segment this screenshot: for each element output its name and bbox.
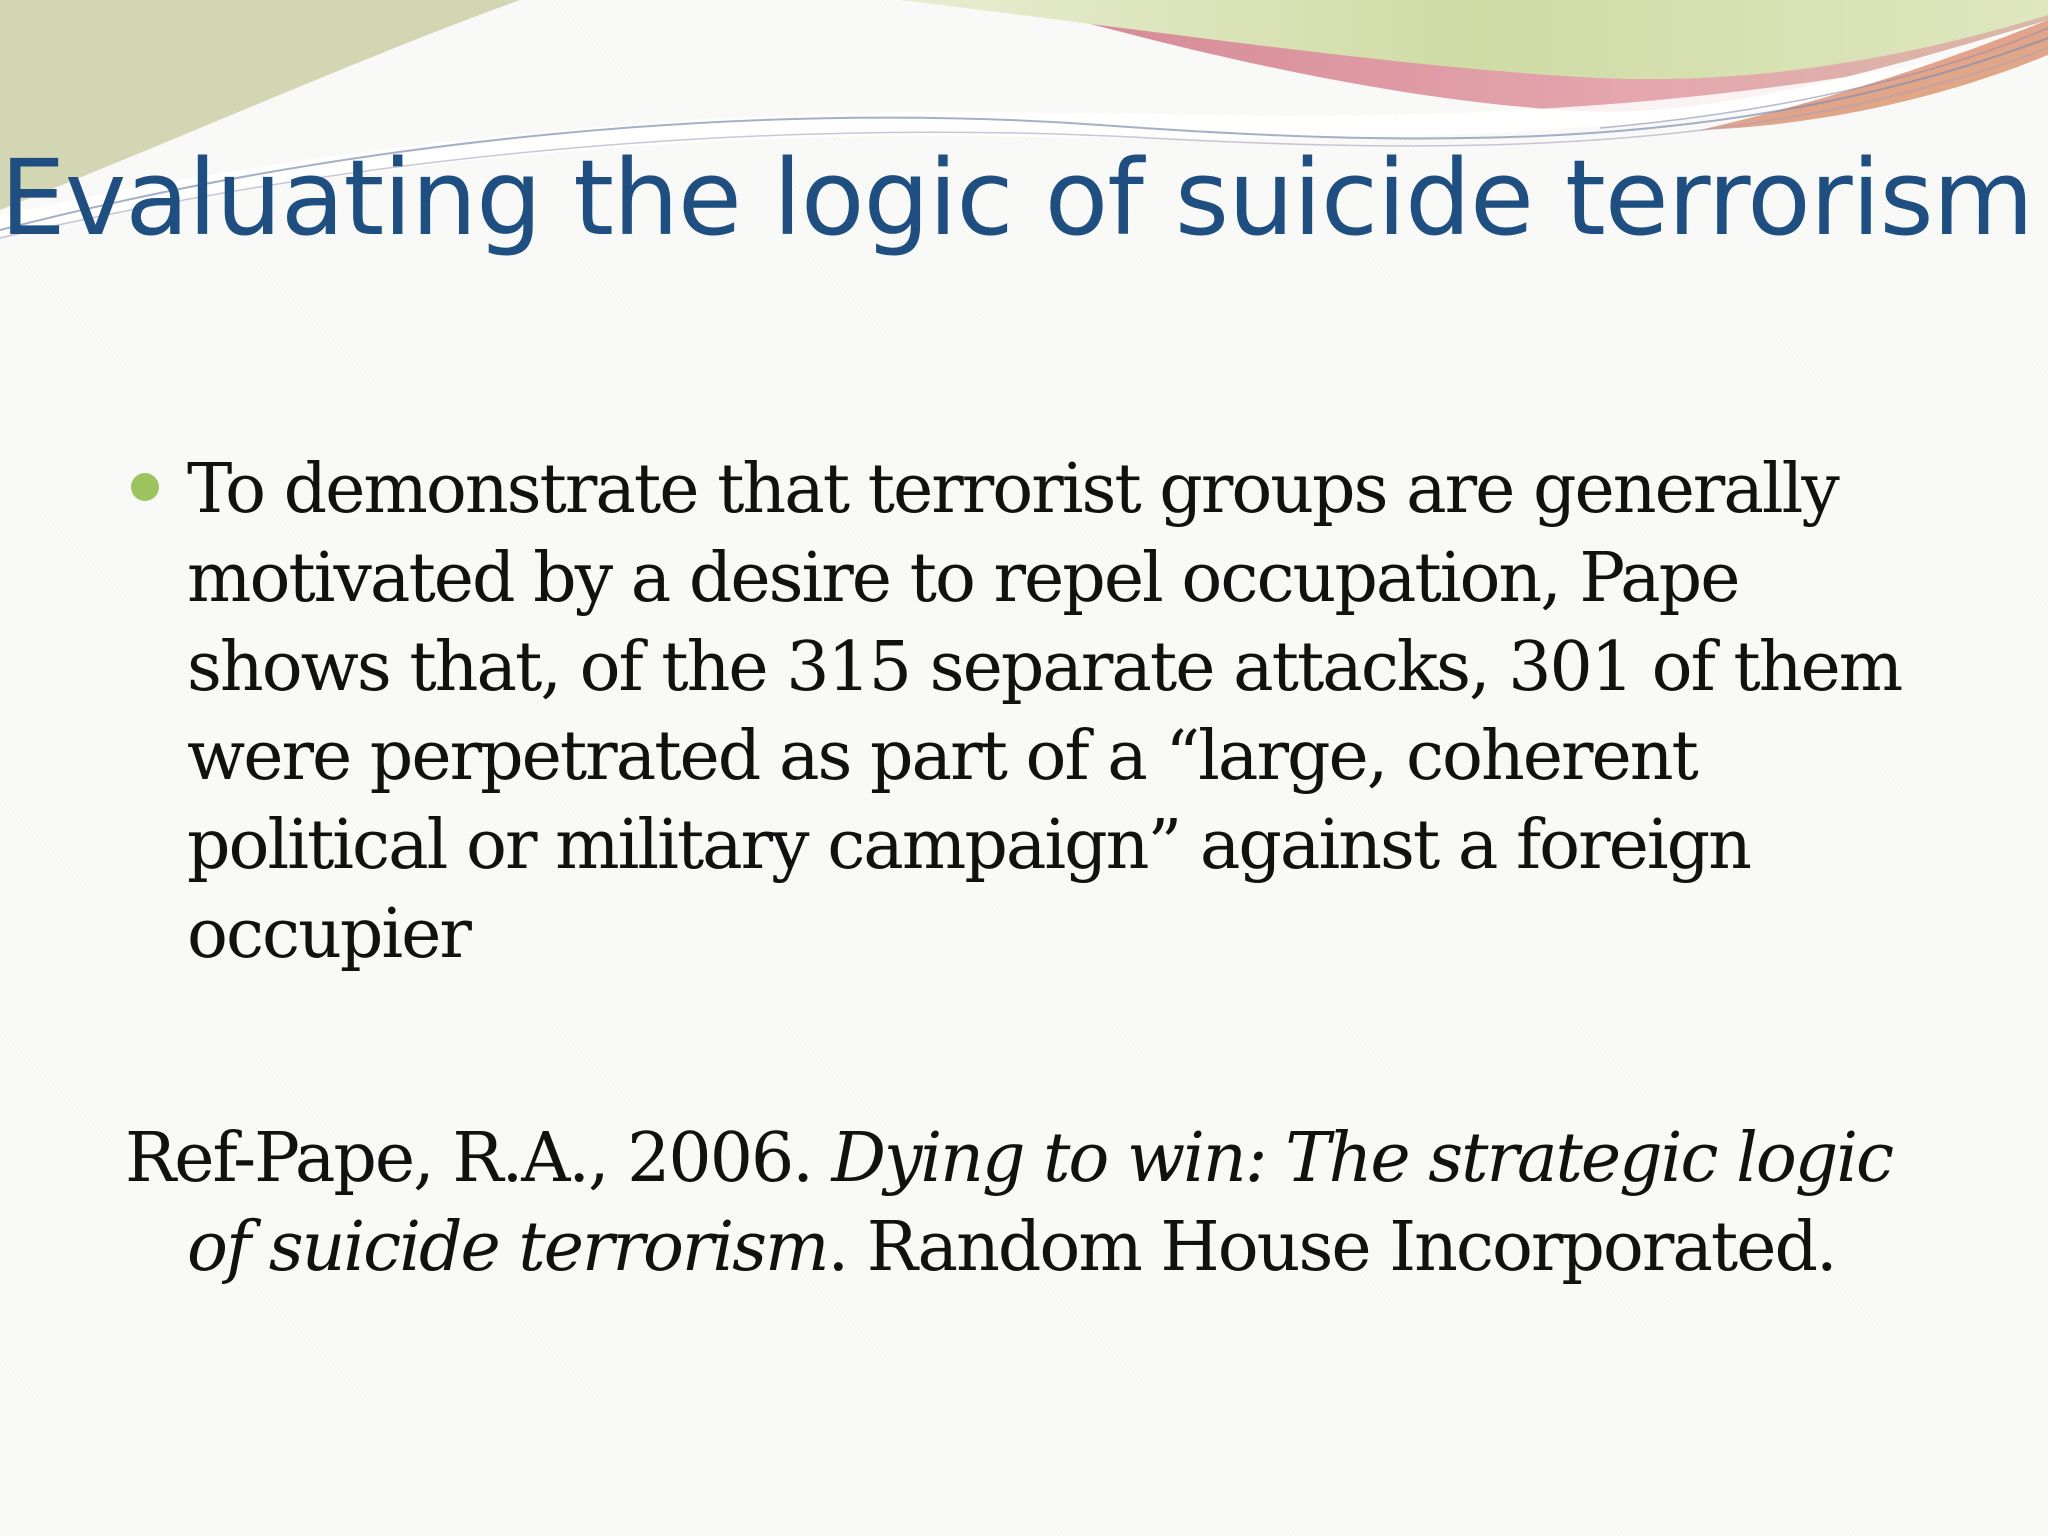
slide-title: Evaluating the logic of suicide terrorism xyxy=(0,137,2033,259)
bullet-dot-icon xyxy=(131,473,159,501)
reference-citation xyxy=(125,1114,1925,1292)
slide-body xyxy=(125,445,1925,1292)
bullet-text: To demonstrate that terrorist groups are generally motivated by a desire to repel occupation, Pape shows that, of the 315 separate attacks, 301 of them were perpetrated as part of a “large, coherent political or military campaign” against a foreign occupier xyxy=(187,450,1902,974)
reference-suffix: . Random House Incorporated. xyxy=(827,1208,1836,1287)
reference-prefix: Ref-Pape, R.A., 2006. xyxy=(125,1119,832,1198)
reference-title: Dying to win: The strategic logic of suicide terrorism xyxy=(187,1119,1893,1287)
bullet-item xyxy=(125,445,1925,979)
